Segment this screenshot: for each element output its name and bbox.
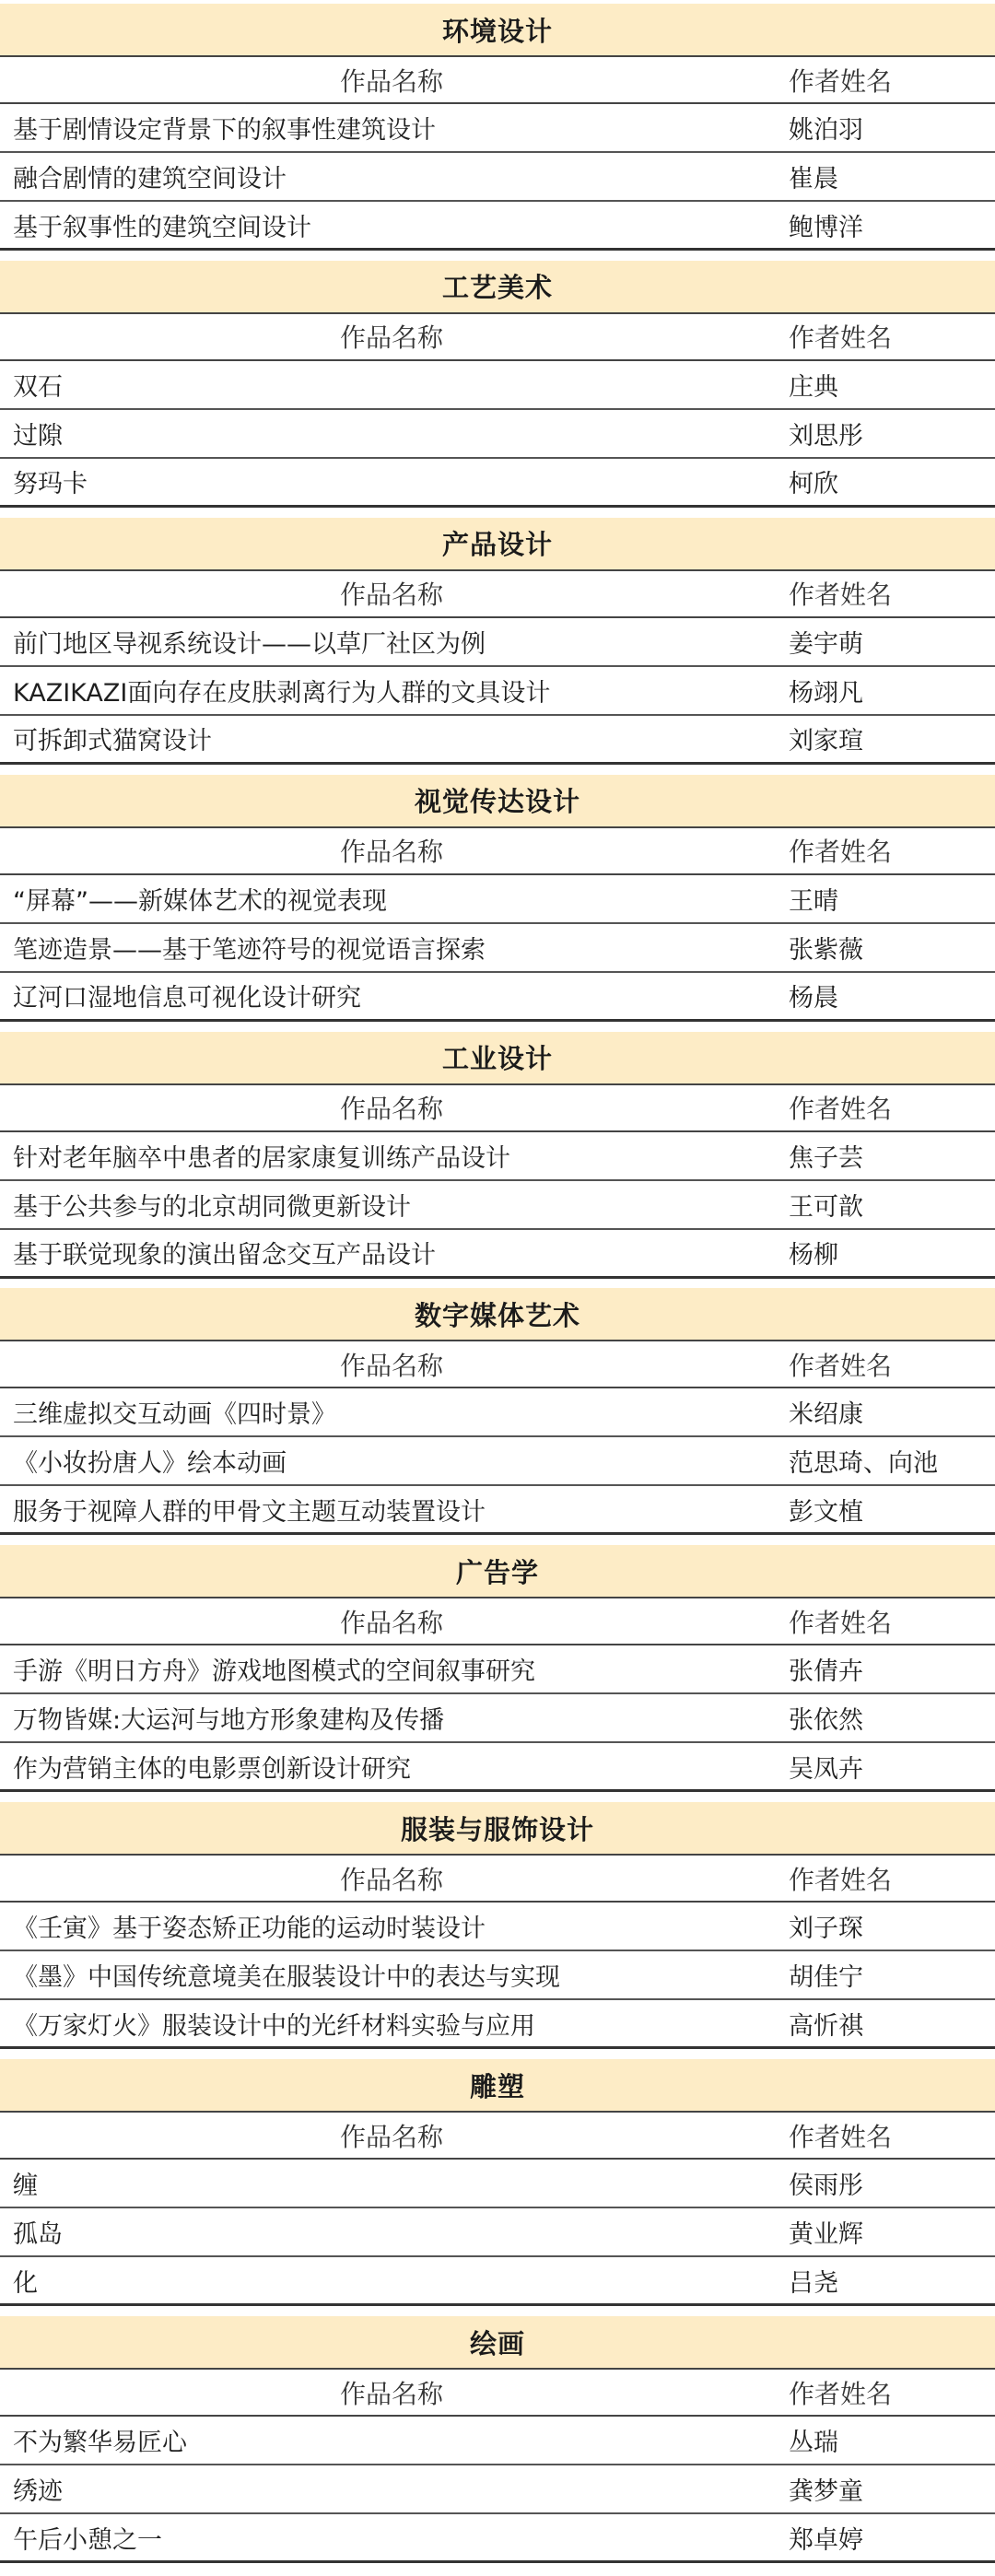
author-column-header: 作者姓名	[789, 2121, 893, 2152]
category-section	[0, 1288, 995, 1545]
table-row	[0, 618, 995, 667]
author-name-cell: 刘子琛	[789, 1914, 863, 1944]
table-header-row	[0, 2111, 995, 2160]
table-header-row	[0, 55, 995, 104]
table-body	[0, 1132, 995, 1279]
work-column-header: 作品名称	[339, 65, 443, 97]
author-name-cell: 吴凤卉	[789, 1754, 863, 1784]
category-section	[0, 4, 995, 261]
work-title-cell: 可拆卸式猫窝设计	[13, 727, 212, 756]
work-title-cell: 双石	[13, 372, 63, 402]
table-body	[0, 2417, 995, 2563]
author-name-cell: 姚泊羽	[789, 116, 863, 145]
category-section	[0, 1545, 995, 1802]
author-name-cell: 丛瑞	[789, 2429, 838, 2458]
author-name-cell: 范思琦、向池	[789, 1449, 938, 1479]
table-row	[0, 1743, 995, 1792]
category-title: 工艺美术	[0, 261, 995, 312]
work-title-cell: 孤岛	[13, 2220, 63, 2250]
work-title-cell: 基于叙事性的建筑空间设计	[13, 213, 311, 242]
table-body	[0, 104, 995, 251]
table-header-row	[0, 826, 995, 875]
author-column-header: 作者姓名	[789, 2378, 893, 2409]
work-column-header: 作品名称	[339, 2121, 443, 2152]
table-row	[0, 1132, 995, 1181]
author-column-header: 作者姓名	[789, 322, 893, 354]
work-column-header: 作品名称	[339, 322, 443, 354]
category-section	[0, 775, 995, 1032]
author-name-cell: 郑卓婷	[789, 2525, 863, 2555]
table-body	[0, 1903, 995, 2049]
author-column-header: 作者姓名	[789, 65, 893, 97]
author-name-cell: 鲍博洋	[789, 213, 863, 242]
work-title-cell: 《壬寅》基于姿态矫正功能的运动时装设计	[13, 1914, 486, 1944]
work-title-cell: 化	[13, 2268, 38, 2298]
work-title-cell: 基于公共参与的北京胡同微更新设计	[13, 1192, 411, 1222]
work-title-cell: 不为繁华易匠心	[13, 2429, 187, 2458]
author-name-cell: 杨柳	[789, 1241, 838, 1270]
work-title-cell: 《万家灯火》服装设计中的光纤材料实验与应用	[13, 2011, 535, 2041]
work-title-cell: 万物皆媒:大运河与地方形象建构及传播	[13, 1706, 445, 1736]
category-title: 雕塑	[0, 2059, 995, 2111]
table-row	[0, 459, 995, 508]
work-column-header: 作品名称	[339, 1350, 443, 1381]
table-row	[0, 2000, 995, 2049]
table-row	[0, 1903, 995, 1951]
author-column-header: 作者姓名	[789, 1864, 893, 1895]
table-header-row	[0, 1083, 995, 1132]
work-title-cell: 三维虚拟交互动画《四时景》	[13, 1400, 336, 1430]
table-row	[0, 2160, 995, 2208]
table-row	[0, 973, 995, 1022]
work-title-cell: 服务于视障人群的甲骨文主题互动装置设计	[13, 1497, 486, 1527]
table-row	[0, 2208, 995, 2257]
work-title-cell: 过隙	[13, 421, 63, 451]
work-title-cell: 融合剧情的建筑空间设计	[13, 165, 287, 193]
table-row	[0, 2417, 995, 2465]
author-name-cell: 张依然	[789, 1706, 863, 1736]
table-body	[0, 1388, 995, 1535]
table-body	[0, 2160, 995, 2306]
author-name-cell: 米绍康	[789, 1400, 863, 1430]
table-header-row	[0, 569, 995, 618]
author-name-cell: 龚梦童	[789, 2477, 863, 2507]
author-column-header: 作者姓名	[789, 837, 893, 868]
author-name-cell: 刘家瑄	[789, 727, 863, 756]
author-name-cell: 姜宇萌	[789, 629, 863, 659]
table-row	[0, 202, 995, 251]
table-header-row	[0, 1597, 995, 1645]
section-spacer	[0, 2563, 995, 2576]
category-title: 工业设计	[0, 1032, 995, 1083]
author-name-cell: 柯欣	[789, 470, 838, 499]
table-row	[0, 1181, 995, 1230]
work-title-cell: 辽河口湿地信息可视化设计研究	[13, 984, 361, 1013]
table-row	[0, 2514, 995, 2563]
table-row	[0, 875, 995, 924]
author-name-cell: 焦子芸	[789, 1143, 863, 1173]
author-column-header: 作者姓名	[789, 580, 893, 611]
author-column-header: 作者姓名	[789, 1094, 893, 1125]
work-title-cell: 《墨》中国传统意境美在服装设计中的表达与实现	[13, 1963, 560, 1993]
work-title-cell: 绣迹	[13, 2477, 63, 2507]
table-header-row	[0, 1340, 995, 1388]
table-body	[0, 1645, 995, 1792]
work-title-cell: 作为营销主体的电影票创新设计研究	[13, 1754, 411, 1784]
work-column-header: 作品名称	[339, 1864, 443, 1895]
work-title-cell: 手游《明日方舟》游戏地图模式的空间叙事研究	[13, 1657, 535, 1687]
work-title-cell: 努玛卡	[13, 470, 88, 499]
table-row	[0, 1951, 995, 2000]
work-column-header: 作品名称	[339, 1607, 443, 1638]
work-title-cell: 基于剧情设定背景下的叙事性建筑设计	[13, 116, 436, 145]
table-row	[0, 1437, 995, 1486]
work-column-header: 作品名称	[339, 580, 443, 611]
category-section	[0, 1032, 995, 1289]
author-name-cell: 高忻祺	[789, 2011, 863, 2041]
author-name-cell: 张紫薇	[789, 935, 863, 965]
table-row	[0, 716, 995, 765]
work-title-cell: 《小妆扮唐人》绘本动画	[13, 1449, 287, 1479]
work-title-cell: 基于联觉现象的演出留念交互产品设计	[13, 1241, 436, 1270]
author-name-cell: 杨晨	[789, 984, 838, 1013]
category-title: 数字媒体艺术	[0, 1288, 995, 1340]
author-name-cell: 杨翊凡	[789, 678, 863, 708]
author-name-cell: 吕尧	[789, 2268, 838, 2298]
category-section	[0, 2316, 995, 2573]
work-title-cell: 缠	[13, 2172, 38, 2201]
author-name-cell: 胡佳宁	[789, 1963, 863, 1993]
author-name-cell: 张倩卉	[789, 1657, 863, 1687]
table-row	[0, 410, 995, 459]
table-body	[0, 361, 995, 508]
category-section	[0, 518, 995, 775]
table-row	[0, 153, 995, 202]
work-title-cell: 前门地区导视系统设计——以草厂社区为例	[13, 629, 486, 659]
category-title: 广告学	[0, 1545, 995, 1597]
category-title: 视觉传达设计	[0, 775, 995, 826]
table-row	[0, 1694, 995, 1743]
author-column-header: 作者姓名	[789, 1607, 893, 1638]
table-header-row	[0, 1854, 995, 1903]
work-title-cell: 笔迹造景——基于笔迹符号的视觉语言探索	[13, 935, 486, 965]
table-header-row	[0, 312, 995, 361]
work-title-cell: KAZIKAZI面向存在皮肤剥离行为人群的文具设计	[13, 678, 551, 708]
category-title: 绘画	[0, 2316, 995, 2368]
author-name-cell: 庄典	[789, 372, 838, 402]
author-name-cell: 崔晨	[789, 165, 838, 193]
author-name-cell: 侯雨彤	[789, 2172, 863, 2201]
table-row	[0, 667, 995, 716]
category-section	[0, 261, 995, 518]
category-section	[0, 2059, 995, 2316]
author-name-cell: 王晴	[789, 886, 838, 916]
category-section	[0, 1802, 995, 2059]
author-name-cell: 黄业辉	[789, 2220, 863, 2250]
table-row	[0, 924, 995, 973]
table-body	[0, 875, 995, 1022]
work-column-header: 作品名称	[339, 1094, 443, 1125]
category-title: 服装与服饰设计	[0, 1802, 995, 1854]
table-row	[0, 1230, 995, 1279]
work-title-cell: 午后小憩之一	[13, 2525, 162, 2555]
work-column-header: 作品名称	[339, 837, 443, 868]
author-column-header: 作者姓名	[789, 1350, 893, 1381]
author-name-cell: 刘思彤	[789, 421, 863, 451]
table-row	[0, 2257, 995, 2306]
table-body	[0, 618, 995, 765]
table-row	[0, 1486, 995, 1535]
table-row	[0, 1388, 995, 1437]
work-title-cell: 针对老年脑卒中患者的居家康复训练产品设计	[13, 1143, 510, 1173]
table-row	[0, 104, 995, 153]
work-title-cell: “屏幕”——新媒体艺术的视觉表现	[13, 886, 387, 916]
author-name-cell: 王可歆	[789, 1192, 863, 1222]
category-title: 产品设计	[0, 518, 995, 569]
author-name-cell: 彭文植	[789, 1497, 863, 1527]
table-row	[0, 2465, 995, 2514]
category-title: 环境设计	[0, 4, 995, 55]
work-column-header: 作品名称	[339, 2378, 443, 2409]
table-row	[0, 361, 995, 410]
table-row	[0, 1645, 995, 1694]
table-header-row	[0, 2368, 995, 2417]
